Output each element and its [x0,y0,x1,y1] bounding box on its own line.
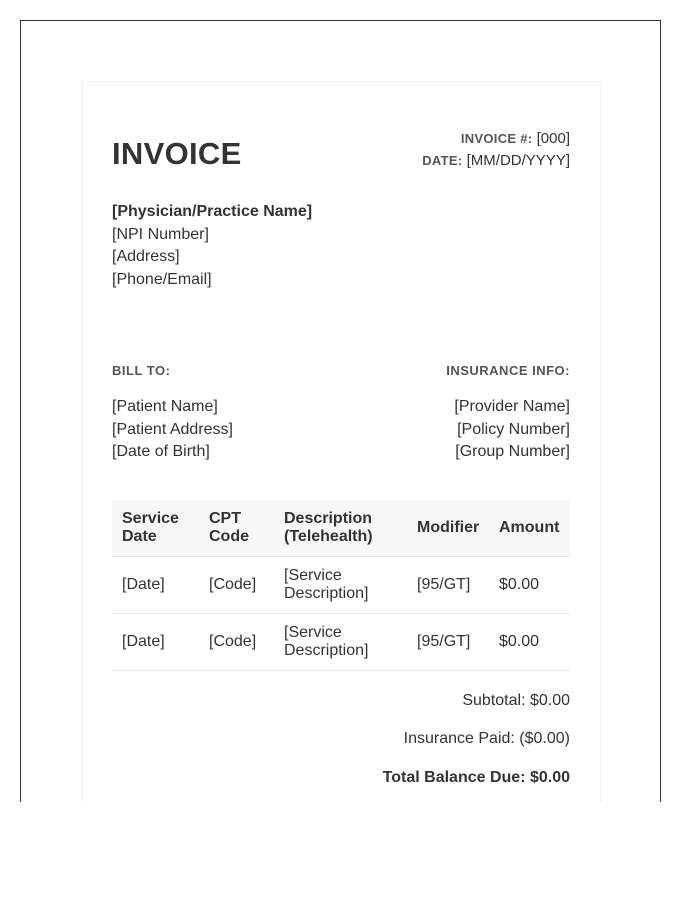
cell-service-date: [Date] [112,614,199,671]
invoice-number-label: INVOICE #: [460,131,533,146]
header-amount: Amount [489,500,570,557]
subtotal: Subtotal: $0.00 [462,692,570,709]
bill-to-label: BILL TO: [112,363,171,378]
insurance-paid: Insurance Paid: ($0.00) [403,730,570,747]
date-of-birth: [Date of Birth] [112,443,210,460]
cell-modifier: [95/GT] [407,614,489,671]
services-table [112,500,570,671]
practice-name: [Physician/Practice Name] [112,203,313,220]
policy-number: [Policy Number] [457,420,570,438]
patient-name: [Patient Name] [112,398,218,415]
patient-address: [Patient Address] [112,420,233,438]
invoice-date-value: [MM/DD/YYYY] [466,152,570,169]
header-cpt-code: CPT Code [199,500,274,557]
header-description: Description (Telehealth) [274,500,407,557]
cell-cpt-code: [Code] [199,614,274,671]
invoice-title: INVOICE [112,136,242,171]
invoice-date-label: DATE: [422,153,463,168]
table-header-row [112,500,570,557]
npi-number: [NPI Number] [112,225,209,243]
header-modifier: Modifier [407,500,489,557]
practice-address: [Address] [112,248,180,265]
invoice-date [422,152,570,169]
cell-amount: $0.00 [489,557,570,614]
header-service-date: Service Date [112,500,199,557]
practice-contact: [Phone/Email] [112,270,212,288]
provider-name: [Provider Name] [454,398,570,415]
cell-modifier: [95/GT] [407,557,489,614]
table-row [112,557,570,614]
insurance-info-label: INSURANCE INFO: [446,363,570,378]
cell-amount: $0.00 [489,614,570,671]
cell-service-date: [Date] [112,557,199,614]
cell-description: [Service Description] [274,614,407,671]
physician-info [112,201,312,291]
total-balance-due: Total Balance Due: $0.00 [382,769,570,786]
invoice-number-value: [000] [536,130,570,147]
cell-description: [Service Description] [274,557,407,614]
cell-cpt-code: [Code] [199,557,274,614]
table-row [112,614,570,671]
invoice-number [461,130,570,147]
group-number: [Group Number] [455,443,570,460]
insurance-block [454,396,570,464]
bill-to-block [112,396,233,464]
